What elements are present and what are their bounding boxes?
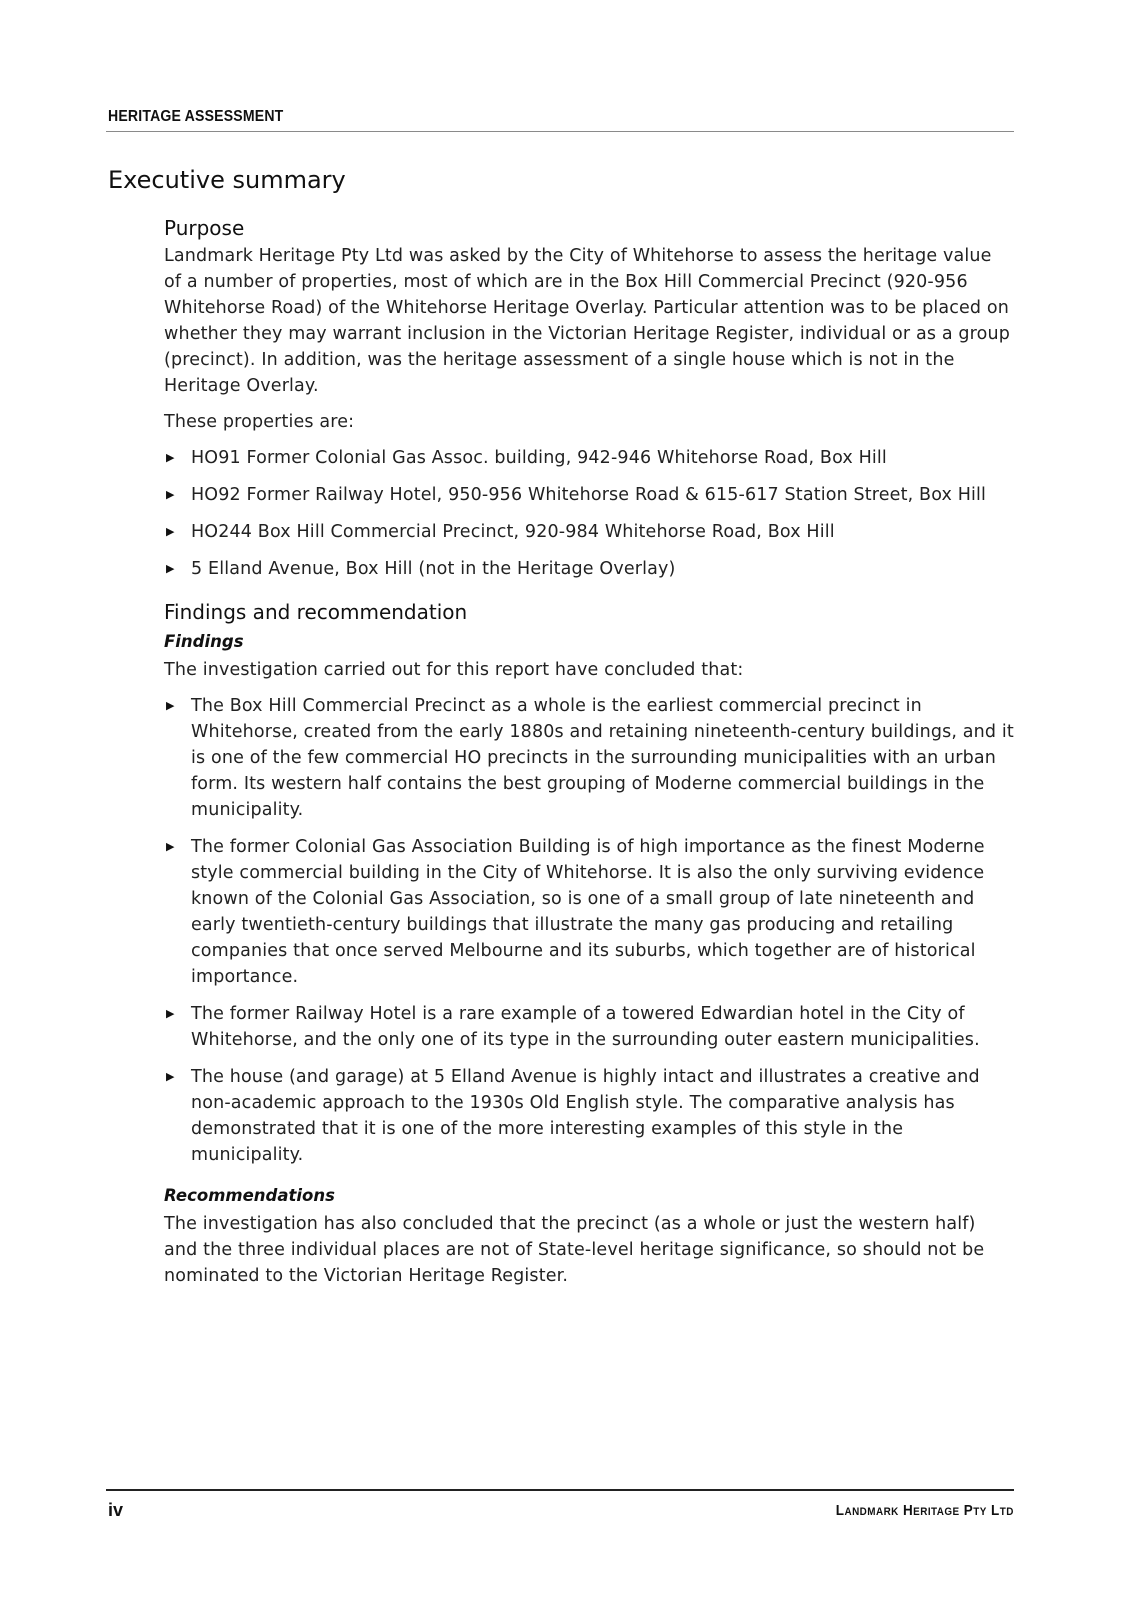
list-item — [164, 1064, 1014, 1168]
list-item — [164, 1001, 1014, 1053]
triangle-bullet-icon: ▶ — [166, 699, 175, 712]
triangle-bullet-icon: ▶ — [166, 488, 175, 501]
triangle-bullet-icon: ▶ — [166, 525, 175, 538]
list-item — [164, 834, 1014, 990]
list-item-text: HO244 Box Hill Commercial Precinct, 920-984 Whitehorse Road, Box Hill — [191, 522, 835, 542]
footer-divider — [106, 1489, 1014, 1491]
list-item — [164, 519, 1014, 545]
list-item — [164, 445, 1014, 471]
list-item — [164, 693, 1014, 823]
list-item-text: The Box Hill Commercial Precinct as a whole is the earliest commercial precinct in Whitehorse, created from the early 1880s and retaining nineteenth-century buildings, and it is one of the few commercial HO precincts in the surrounding municipalities with an urban form. Its western half contains the best grouping of Moderne commercial buildings in the municipality. — [191, 696, 1014, 820]
triangle-bullet-icon: ▶ — [166, 840, 175, 853]
list-item-text: HO91 Former Colonial Gas Assoc. building, 942-946 Whitehorse Road, Box Hill — [191, 448, 887, 468]
findings-recommendation-heading: Findings and recommendation — [164, 600, 468, 624]
triangle-bullet-icon: ▶ — [166, 1070, 175, 1083]
recommendations-subheading: Recommendations — [164, 1186, 335, 1205]
list-item — [164, 556, 1014, 582]
properties-intro: These properties are: — [164, 412, 355, 432]
list-item-text: The former Colonial Gas Association Building is of high importance as the finest Moderne style commercial building in the City of Whitehorse. It is also the only surviving evidence known of the Colonial Gas Association, so is one of a small group of late nineteenth and early twentieth-century buildings that illustrate the many gas producing and retailing companies that once served Melbourne and its suburbs, which together are of historical importance. — [191, 837, 985, 987]
list-item-text: HO92 Former Railway Hotel, 950-956 Whitehorse Road & 615-617 Station Street, Box Hill — [191, 485, 987, 505]
triangle-bullet-icon: ▶ — [166, 562, 175, 575]
header-divider — [106, 131, 1014, 132]
document-body — [164, 216, 1014, 1299]
findings-subheading: Findings — [164, 632, 244, 651]
purpose-heading: Purpose — [164, 216, 245, 240]
list-item-text: The former Railway Hotel is a rare example of a towered Edwardian hotel in the City of Whitehorse, and the only one of its type in the surrounding outer eastern municipalities. — [191, 1004, 980, 1050]
triangle-bullet-icon: ▶ — [166, 1007, 175, 1020]
triangle-bullet-icon: ▶ — [166, 451, 175, 464]
page-number: iv — [108, 1500, 124, 1520]
findings-intro: The investigation carried out for this report have concluded that: — [164, 660, 744, 680]
recommendations-paragraph: The investigation has also concluded that the precinct (as a whole or just the western half) and the three individual places are not of State-level heritage significance, so should not be nominated to the Victorian Heritage Register. — [164, 1214, 985, 1286]
findings-list — [164, 693, 1014, 1168]
list-item-text: The house (and garage) at 5 Elland Avenue is highly intact and illustrates a creative and non-academic approach to the 1930s Old English style. The comparative analysis has demonstrated that it is one of the more interesting examples of this style in the municipality. — [191, 1067, 980, 1165]
company-name: Landmark Heritage Pty Ltd — [835, 1502, 1014, 1519]
running-header-title: HERITAGE ASSESSMENT — [108, 108, 284, 125]
page-title: Executive summary — [108, 166, 346, 194]
list-item — [164, 482, 1014, 508]
list-item-text: 5 Elland Avenue, Box Hill (not in the Heritage Overlay) — [191, 559, 676, 579]
properties-list — [164, 445, 1014, 582]
purpose-paragraph: Landmark Heritage Pty Ltd was asked by the City of Whitehorse to assess the heritage value of a number of properties, most of which are in the Box Hill Commercial Precinct (920-956 Whitehorse Road) of the Whitehorse Heritage Overlay. Particular attention was to be placed on whether they may warrant inclusion in the Victorian Heritage Register, individual or as a group (precinct). In addition, was the heritage assessment of a single house which is not in the Heritage Overlay. — [164, 246, 1010, 396]
